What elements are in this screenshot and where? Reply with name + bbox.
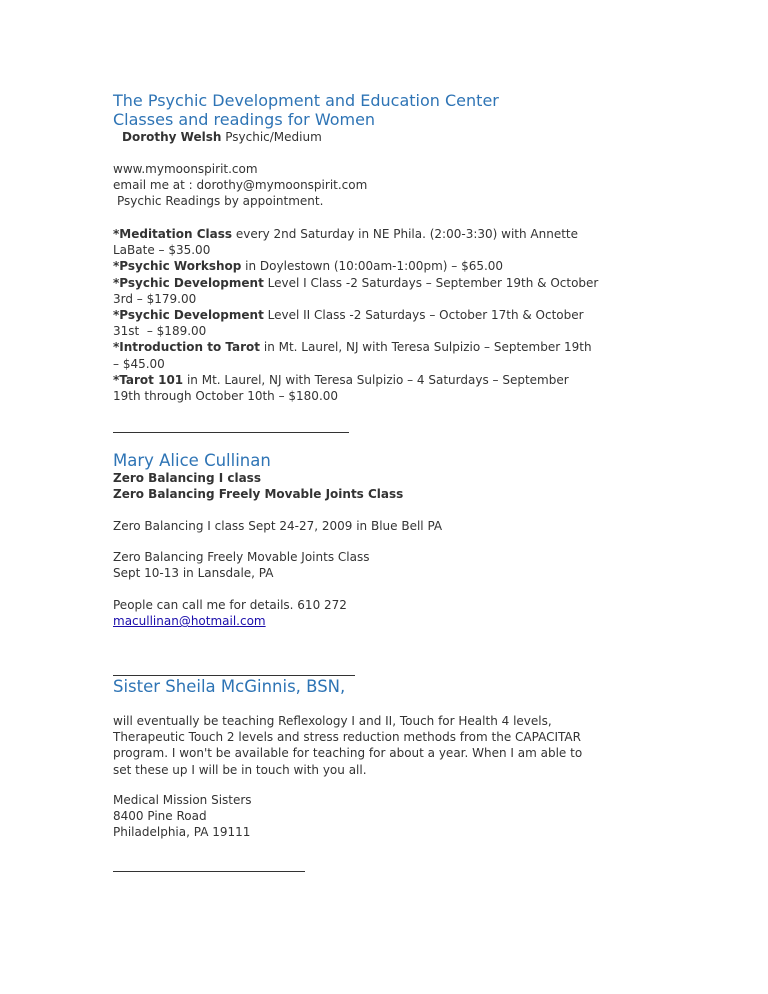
mary-subtitles bbox=[113, 470, 673, 502]
email-label: email me at : bbox=[113, 178, 197, 193]
class-name: *Psychic Development bbox=[113, 308, 264, 323]
section-heading-sheila: Sister Sheila McGinnis, BSN, bbox=[113, 677, 346, 696]
class-detail: in Mt. Laurel, NJ with Teresa Sulpizio – September 19th bbox=[260, 340, 592, 355]
section-heading-mary: Mary Alice Cullinan bbox=[113, 451, 271, 470]
appointment-text: Psychic Readings by appointment. bbox=[117, 194, 324, 209]
sheila-desc-line-3: program. I won't be available for teaching for about a year. When I am able to bbox=[113, 746, 583, 761]
mary-phone-text: People can call me for details. 610 272 bbox=[113, 598, 347, 612]
list-item bbox=[113, 339, 673, 371]
class-detail-cont: 19th through October 10th – $180.00 bbox=[113, 389, 339, 404]
list-item bbox=[113, 226, 673, 258]
class-detail: in Mt. Laurel, NJ with Teresa Sulpizio – 4 Saturdays – September bbox=[183, 372, 569, 387]
author-role: Psychic/Medium bbox=[225, 130, 322, 144]
mary-class-2-title: Zero Balancing Freely Movable Joints Class bbox=[113, 550, 370, 564]
list-item bbox=[113, 275, 673, 307]
divider bbox=[113, 871, 305, 872]
list-item bbox=[113, 372, 673, 404]
address-line-1: Medical Mission Sisters bbox=[113, 793, 252, 807]
divider bbox=[113, 675, 355, 676]
sheila-desc-line-4: set these up I will be in touch with you all. bbox=[113, 762, 367, 777]
class-name: *Psychic Workshop bbox=[113, 259, 242, 274]
class-name: *Introduction to Tarot bbox=[113, 340, 261, 355]
email-address: dorothy@mymoonspirit.com bbox=[196, 178, 368, 193]
class-list bbox=[113, 226, 673, 404]
class-name: *Tarot 101 bbox=[113, 372, 184, 387]
class-detail: every 2nd Saturday in NE Phila. (2:00-3:30) with Annette bbox=[232, 227, 578, 241]
class-detail: in Doylestown (10:00am-1:00pm) – $65.00 bbox=[241, 259, 504, 274]
mary-subtitle-2: Zero Balancing Freely Movable Joints Class bbox=[113, 487, 404, 502]
mary-class-2-dates: Sept 10-13 in Lansdale, PA bbox=[113, 566, 274, 581]
mary-contact bbox=[113, 597, 673, 629]
class-name: *Psychic Development bbox=[113, 275, 264, 290]
mary-email-link[interactable]: macullinan@hotmail.com bbox=[113, 614, 266, 629]
title-line-2: Classes and readings for Women bbox=[113, 110, 376, 129]
contact-block bbox=[113, 161, 673, 210]
author-name: Dorothy Welsh bbox=[122, 130, 222, 144]
class-detail: Level I Class -2 Saturdays – September 19th & October bbox=[263, 275, 599, 290]
list-item bbox=[113, 258, 673, 274]
class-detail-cont: – $45.00 bbox=[113, 356, 165, 371]
mary-class-2 bbox=[113, 549, 673, 581]
website-text: www.mymoonspirit.com bbox=[113, 162, 258, 176]
sheila-desc-line-1: will eventually be teaching Reflexology I and II, Touch for Health 4 levels, bbox=[113, 714, 552, 728]
mary-subtitle-1: Zero Balancing I class bbox=[113, 471, 261, 485]
page-title bbox=[113, 91, 673, 129]
title-line-1: The Psychic Development and Education Center bbox=[113, 91, 499, 110]
email-line bbox=[113, 177, 673, 193]
list-item bbox=[113, 307, 673, 339]
mary-class-1: Zero Balancing I class Sept 24-27, 2009 in Blue Bell PA bbox=[113, 519, 443, 533]
divider bbox=[113, 432, 349, 433]
address-line-3: Philadelphia, PA 19111 bbox=[113, 825, 251, 840]
class-detail: Level II Class -2 Saturdays – October 17th & October bbox=[263, 308, 584, 323]
author-line bbox=[113, 129, 682, 145]
class-name: *Meditation Class bbox=[113, 227, 233, 241]
sheila-address bbox=[113, 792, 673, 841]
class-detail-cont: LaBate – $35.00 bbox=[113, 243, 211, 258]
class-detail-cont: 3rd – $179.00 bbox=[113, 291, 197, 306]
sheila-description bbox=[113, 713, 673, 778]
address-line-2: 8400 Pine Road bbox=[113, 809, 207, 824]
sheila-desc-line-2: Therapeutic Touch 2 levels and stress reduction methods from the CAPACITAR bbox=[113, 730, 581, 745]
class-detail-cont: 31st – $189.00 bbox=[113, 324, 207, 339]
